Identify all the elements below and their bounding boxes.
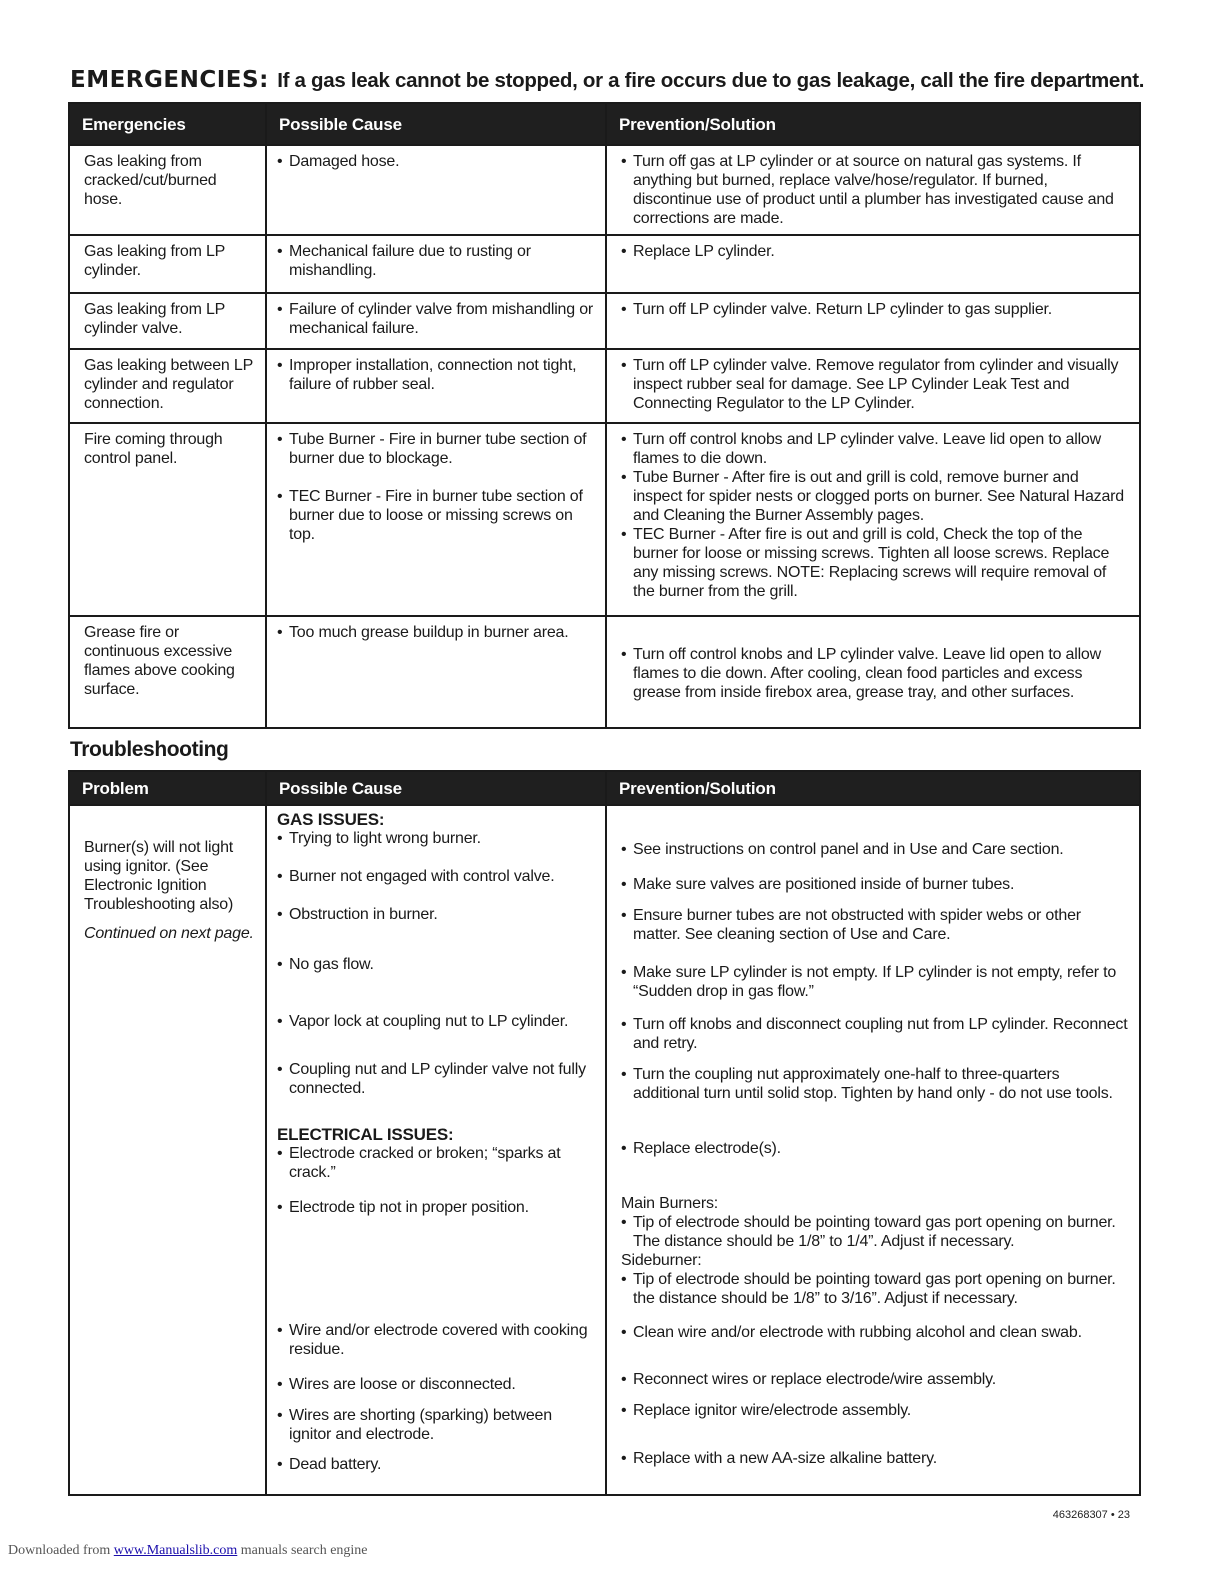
- cause-cell: [266, 616, 606, 728]
- problem-cell: Gas leaking from LP cylinder.: [69, 235, 266, 293]
- solution-item: • Turn off LP cylinder valve. Return LP cylinder to gas supplier.: [621, 300, 1129, 319]
- solution-item: • Turn off control knobs and LP cylinder valve. Leave lid open to allow flames to die down. After cooling, clean food particles and excess grease from inside firebox area, grease tray, and other surfaces.: [621, 645, 1129, 702]
- problem-cell: Gas leaking between LP cylinder and regulator connection.: [69, 349, 266, 423]
- col-header-problem: Problem: [69, 771, 266, 805]
- solution-cell: [606, 423, 1140, 616]
- troubleshooting-title: Troubleshooting: [70, 738, 229, 761]
- table-row: [69, 423, 1140, 616]
- table-row: [69, 293, 1140, 349]
- problem-cell: [69, 805, 266, 1495]
- col-header-prevention-solution: Prevention/Solution: [606, 771, 1140, 805]
- solution-item: • Reconnect wires or replace electrode/wire assembly.: [621, 1370, 1129, 1389]
- col-header-possible-cause: Possible Cause: [266, 771, 606, 805]
- cause-item: • Trying to light wrong burner.: [277, 829, 595, 848]
- solution-cell: [606, 145, 1140, 235]
- cause-item: • Damaged hose.: [277, 152, 595, 171]
- table-header-row: [69, 103, 1140, 145]
- download-footer: [8, 1543, 368, 1559]
- problem-cell: Gas leaking from LP cylinder valve.: [69, 293, 266, 349]
- cause-item: • Obstruction in burner.: [277, 905, 595, 924]
- cause-cell: [266, 423, 606, 616]
- table-header-row: [69, 771, 1140, 805]
- cause-cell: [266, 145, 606, 235]
- main-burners-label: Main Burners:: [621, 1195, 718, 1212]
- problem-cell: Grease fire or continuous excessive flames above cooking surface.: [69, 616, 266, 728]
- solution-cell: [606, 293, 1140, 349]
- cause-item: • Coupling nut and LP cylinder valve not fully connected.: [277, 1060, 595, 1098]
- solution-item: • Make sure LP cylinder is not empty. If LP cylinder is not empty, refer to “Sudden drop in gas flow.”: [621, 963, 1129, 1001]
- table-row: [69, 616, 1140, 728]
- solution-item: • Turn the coupling nut approximately one-half to three-quarters additional turn until solid stop. Tighten by hand only - do not use tools.: [621, 1065, 1129, 1103]
- solution-item: • Turn off knobs and disconnect coupling nut from LP cylinder. Reconnect and retry.: [621, 1015, 1129, 1053]
- footer-suffix: manuals search engine: [240, 1543, 368, 1558]
- solution-item: • Ensure burner tubes are not obstructed with spider webs or other matter. See cleaning section of Use and Care.: [621, 906, 1129, 944]
- solution-item: • Tip of electrode should be pointing toward gas port opening on burner. the distance should be 1/8” to 3/16”. Adjust if necessary.: [621, 1270, 1129, 1308]
- table-row: [69, 235, 1140, 293]
- problem-cell: Fire coming through control panel.: [69, 423, 266, 616]
- cause-item: • Mechanical failure due to rusting or mishandling.: [277, 242, 595, 280]
- solution-item: • Replace with a new AA-size alkaline battery.: [621, 1449, 1129, 1468]
- solution-item: • Turn off gas at LP cylinder or at source on natural gas systems. If anything but burned, replace valve/hose/regulator. If burned, discontinue use of product until a plumber has investigated cause and corrections are made.: [621, 152, 1129, 228]
- col-header-prevention-solution: Prevention/Solution: [606, 103, 1140, 145]
- solution-item: • Turn off LP cylinder valve. Remove regulator from cylinder and visually inspect rubber seal for damage. See LP Cylinder Leak Test and Connecting Regulator to the LP Cylinder.: [621, 356, 1129, 413]
- col-header-emergencies: Emergencies: [69, 103, 266, 145]
- cause-item: • Electrode tip not in proper position.: [277, 1198, 595, 1217]
- solution-item: • See instructions on control panel and in Use and Care section.: [621, 840, 1129, 859]
- problem-cell: Gas leaking from cracked/cut/burned hose.: [69, 145, 266, 235]
- solution-item: • TEC Burner - After fire is out and grill is cold, Check the top of the burner for loose or missing screws. Tighten all loose screws. Replace any missing screws. NOTE: Replacing screws will require removal of the burner from the grill.: [621, 525, 1129, 601]
- solution-item: • Replace LP cylinder.: [621, 242, 1129, 261]
- cause-cell: [266, 349, 606, 423]
- solution-item: • Replace electrode(s).: [621, 1139, 1129, 1158]
- solution-item: • Clean wire and/or electrode with rubbing alcohol and clean swab.: [621, 1323, 1129, 1342]
- solution-item: • Replace ignitor wire/electrode assembly.: [621, 1401, 1129, 1420]
- solution-item: • Tube Burner - After fire is out and grill is cold, remove burner and inspect for spider nests or clogged ports on burner. See Natural Hazard and Cleaning the Burner Assembly pages.: [621, 468, 1129, 525]
- cause-item: • Dead battery.: [277, 1455, 595, 1474]
- solution-cell: [606, 235, 1140, 293]
- cause-item: • Vapor lock at coupling nut to LP cylinder.: [277, 1012, 595, 1031]
- cause-cell: [266, 235, 606, 293]
- solution-item: • Tip of electrode should be pointing toward gas port opening on burner. The distance should be 1/8” to 1/4”. Adjust if necessary.: [621, 1213, 1129, 1251]
- col-header-possible-cause: Possible Cause: [266, 103, 606, 145]
- cause-cell: [266, 805, 606, 1495]
- electrical-issues-label: ELECTRICAL ISSUES:: [277, 1125, 454, 1144]
- table-row: [69, 805, 1140, 1495]
- table-row: [69, 145, 1140, 235]
- solution-cell: [606, 349, 1140, 423]
- cause-item: • Wire and/or electrode covered with cooking residue.: [277, 1321, 595, 1359]
- cause-item: • Tube Burner - Fire in burner tube section of burner due to blockage.: [277, 430, 595, 468]
- cause-item: • Wires are shorting (sparking) between ignitor and electrode.: [277, 1406, 595, 1444]
- table-row: [69, 349, 1140, 423]
- emergencies-label: EMERGENCIES:: [70, 67, 269, 93]
- page-number: 463268307 • 23: [1052, 1509, 1130, 1521]
- solution-cell: [606, 805, 1140, 1495]
- troubleshooting-table: [68, 770, 1141, 1496]
- cause-cell: [266, 293, 606, 349]
- emergencies-table: [68, 102, 1141, 729]
- continued-note: Continued on next page.: [84, 925, 254, 942]
- gas-issues-label: GAS ISSUES:: [277, 810, 385, 829]
- cause-item: • Burner not engaged with control valve.: [277, 867, 595, 886]
- sideburner-label: Sideburner:: [621, 1252, 702, 1269]
- emergencies-text: If a gas leak cannot be stopped, or a fire occurs due to gas leakage, call the fire department.: [277, 69, 1145, 92]
- cause-item: • Improper installation, connection not tight, failure of rubber seal.: [277, 356, 595, 394]
- cause-item: • No gas flow.: [277, 955, 595, 974]
- cause-item: • Electrode cracked or broken; “sparks at crack.”: [277, 1144, 595, 1182]
- footer-prefix: Downloaded from: [8, 1543, 111, 1558]
- manualslib-link[interactable]: www.Manualslib.com: [113, 1543, 238, 1558]
- cause-item: • TEC Burner - Fire in burner tube section of burner due to loose or missing screws on top.: [277, 487, 595, 544]
- problem-text: Burner(s) will not light using ignitor. (See Electronic Ignition Troubleshooting also): [84, 839, 234, 913]
- cause-item: • Wires are loose or disconnected.: [277, 1375, 595, 1394]
- solution-item: • Make sure valves are positioned inside of burner tubes.: [621, 875, 1129, 894]
- solution-item: • Turn off control knobs and LP cylinder valve. Leave lid open to allow flames to die down.: [621, 430, 1129, 468]
- cause-item: • Failure of cylinder valve from mishandling or mechanical failure.: [277, 300, 595, 338]
- emergencies-heading: [70, 66, 1160, 97]
- solution-cell: [606, 616, 1140, 728]
- cause-item: • Too much grease buildup in burner area.: [277, 623, 595, 642]
